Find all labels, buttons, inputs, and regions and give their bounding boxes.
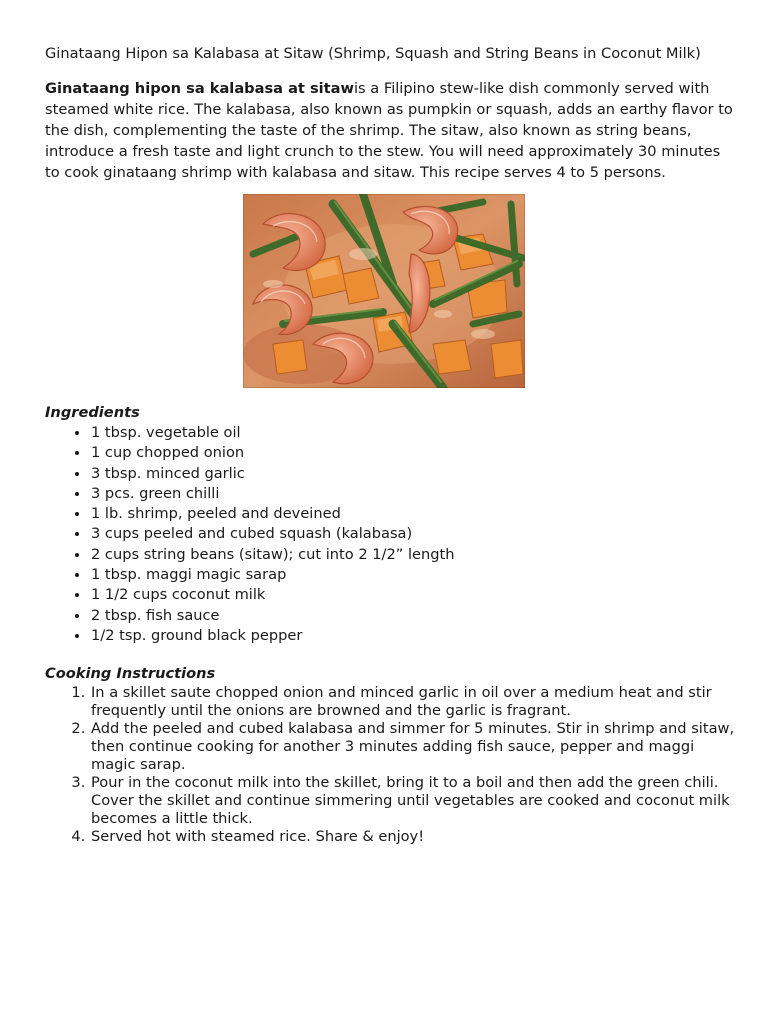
ingredient-item: • 2 tbsp. fish sauce bbox=[90, 606, 735, 626]
document-page bbox=[45, 44, 735, 846]
ingredients-heading: Ingredients bbox=[45, 404, 140, 421]
intro-description: is a Filipino stew-like dish commonly served with steamed white rice. The kalabasa, also known as pumpkin or squash, adds an earthy flavor to the dish, complementing the taste of the shrimp. The sitaw, also known as string beans, introduce a fresh taste and light crunch to the stew. You will need approximately 30 minutes to cook ginataang shrimp with kalabasa and sitaw. This recipe serves 4 to 5 persons. bbox=[45, 80, 733, 181]
ingredient-item: • 1 tbsp. vegetable oil bbox=[90, 423, 735, 443]
instruction-step: 2. Add the peeled and cubed kalabasa and simmer for 5 minutes. Stir in shrimp and sitaw, then continue cooking for another 3 minutes adding fish sauce, pepper and maggi magic sarap. bbox=[90, 720, 735, 774]
instructions-list bbox=[45, 684, 735, 846]
ingredient-item: • 1 cup chopped onion bbox=[90, 443, 735, 463]
ingredients-list bbox=[45, 423, 735, 646]
ingredient-item: • 1 1/2 cups coconut milk bbox=[90, 585, 735, 605]
instruction-step: 3. Pour in the coconut milk into the skillet, bring it to a boil and then add the green chili. Cover the skillet and continue simmering until vegetables are cooked and coconut milk becomes a little thick. bbox=[90, 774, 735, 828]
instruction-step: 1. In a skillet saute chopped onion and minced garlic in oil over a medium heat and stir frequently until the onions are browned and the garlic is fragrant. bbox=[90, 684, 735, 720]
ingredient-item: • 2 cups string beans (sitaw); cut into 2 1/2” length bbox=[90, 545, 735, 565]
dish-photo bbox=[243, 194, 525, 388]
intro-dish-name: Ginataang hipon sa kalabasa at sitaw bbox=[45, 80, 354, 97]
ingredient-item: • 1/2 tsp. ground black pepper bbox=[90, 626, 735, 646]
ingredient-item: • 1 lb. shrimp, peeled and deveined bbox=[90, 504, 735, 524]
ingredient-item: • 3 cups peeled and cubed squash (kalabasa) bbox=[90, 524, 735, 544]
instructions-heading: Cooking Instructions bbox=[45, 665, 216, 683]
ingredient-item: • 1 tbsp. maggi magic sarap bbox=[90, 565, 735, 585]
ingredient-item: • 3 tbsp. minced garlic bbox=[90, 464, 735, 484]
ingredient-item: • 3 pcs. green chilli bbox=[90, 484, 735, 504]
instruction-step: 4. Served hot with steamed rice. Share & enjoy! bbox=[90, 828, 735, 846]
document-title: Ginataang Hipon sa Kalabasa at Sitaw (Shrimp, Squash and String Beans in Coconut Milk) bbox=[45, 45, 701, 62]
intro-paragraph bbox=[45, 78, 735, 183]
